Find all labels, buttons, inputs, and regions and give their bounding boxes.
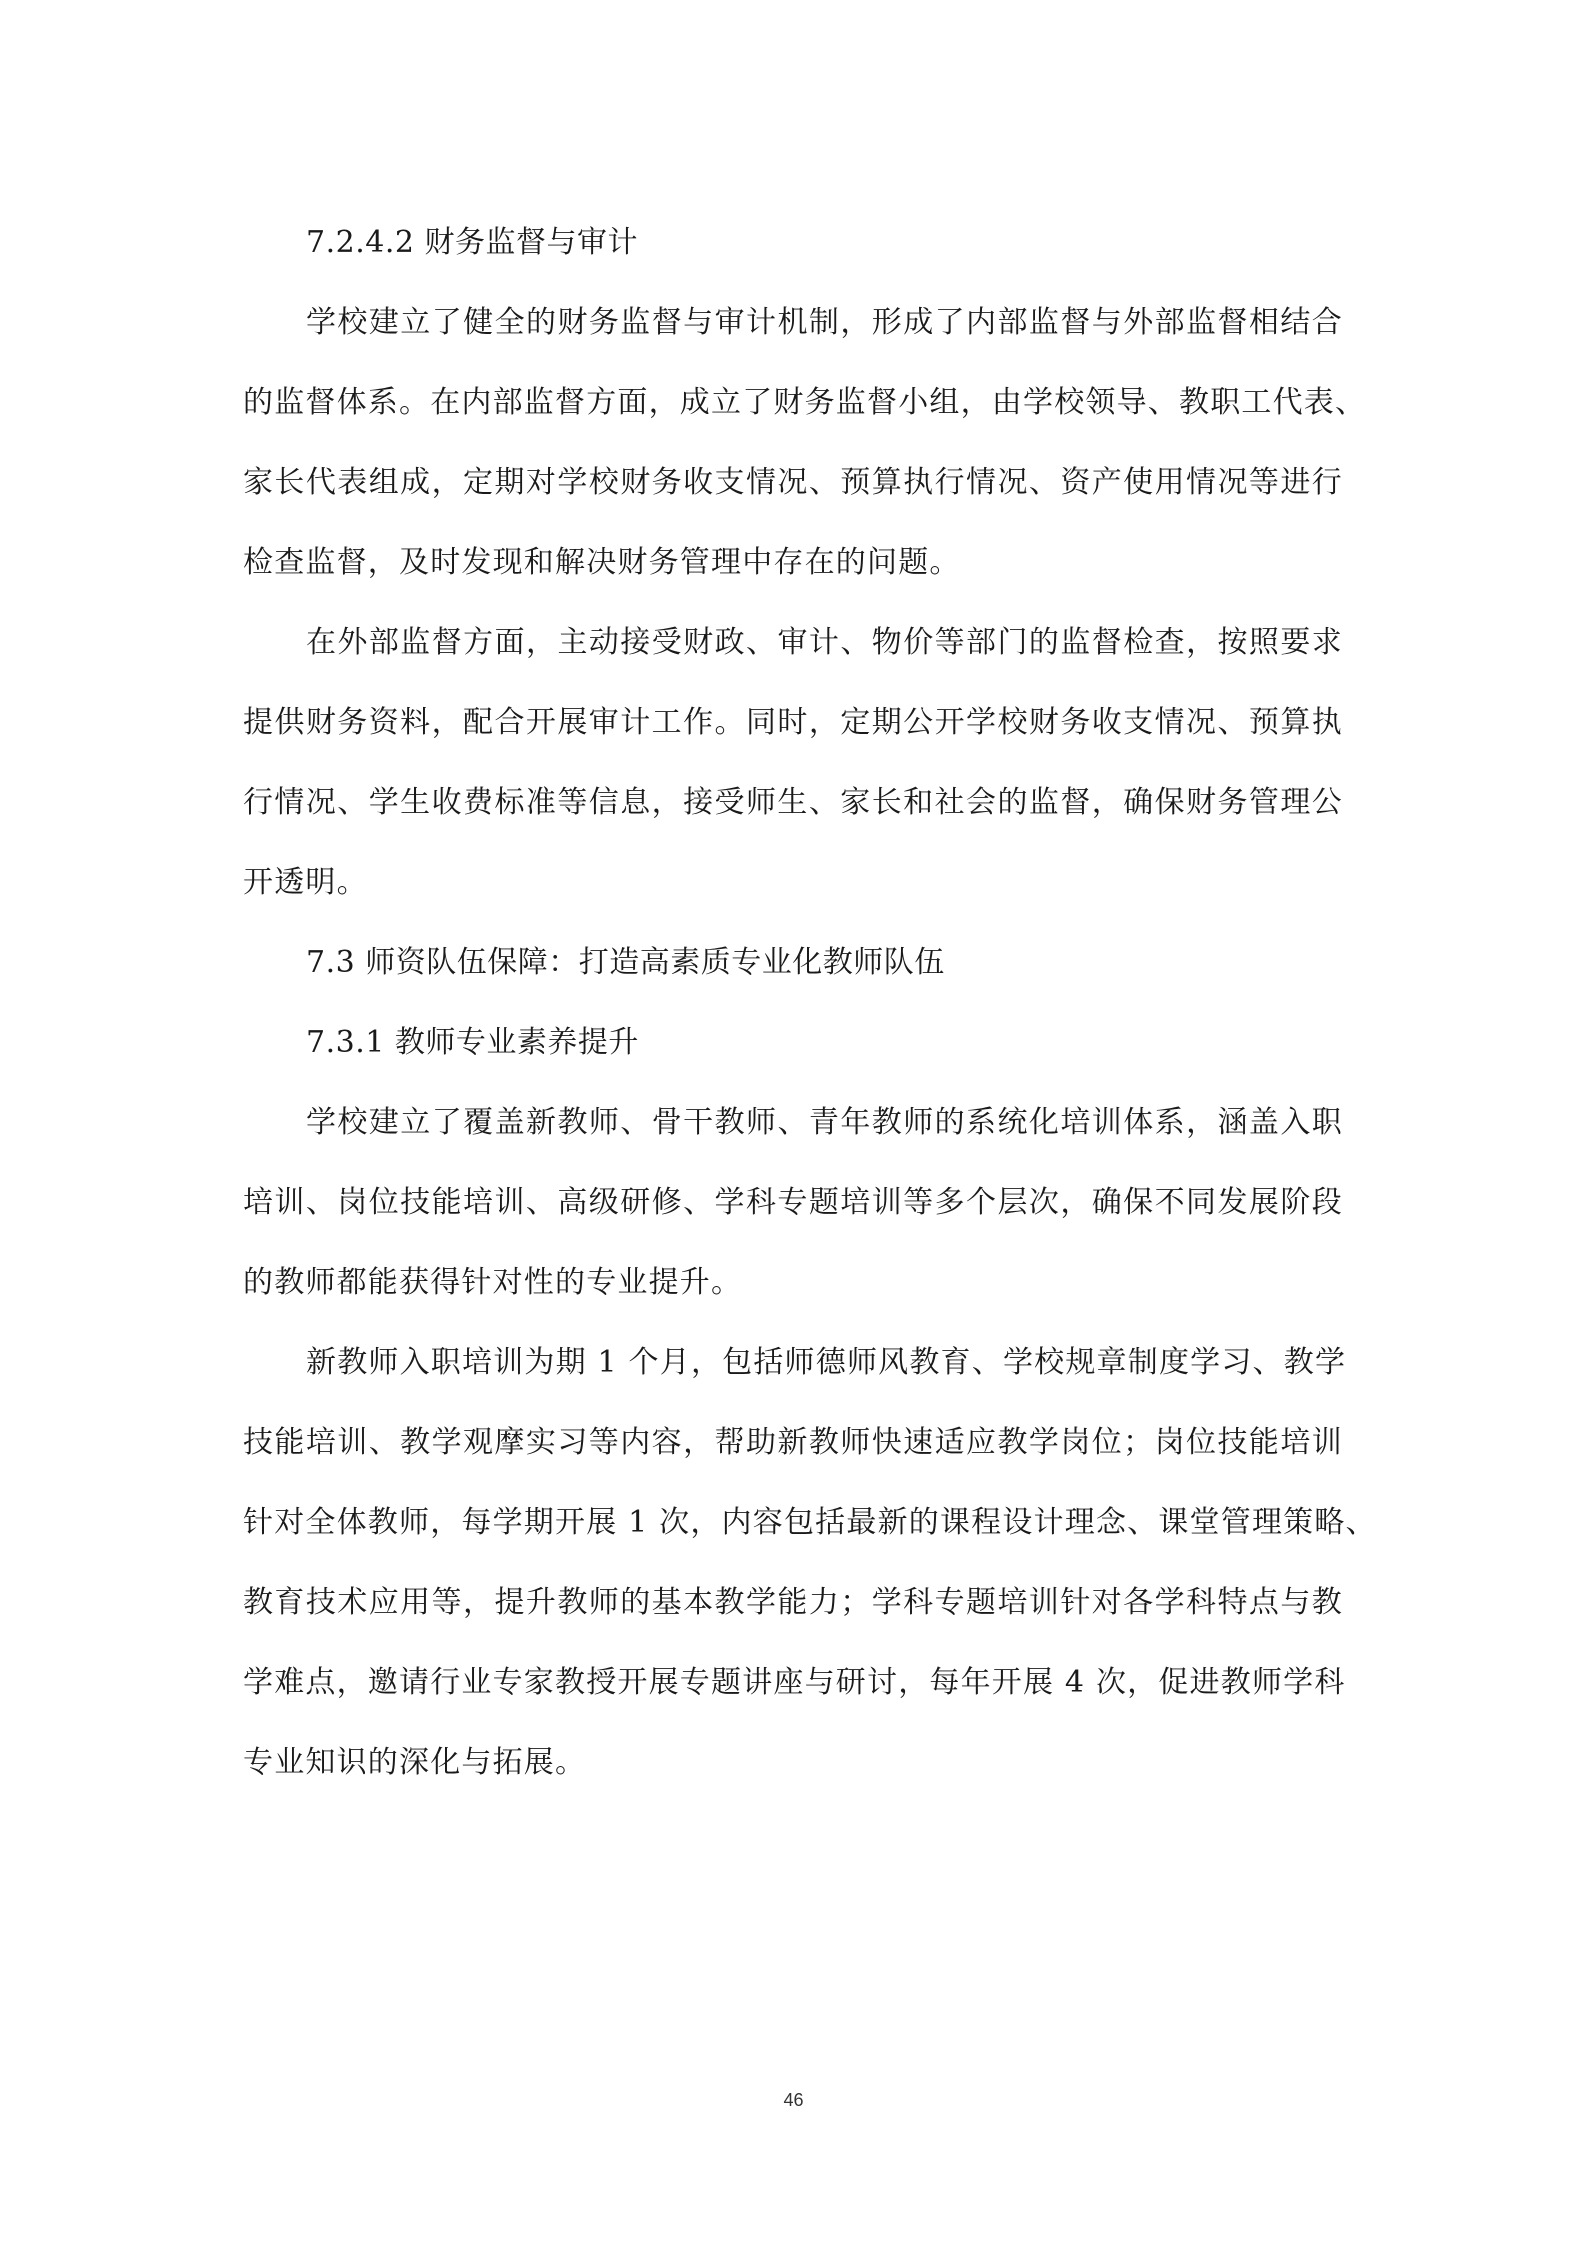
paragraph-line: 家长代表组成，定期对学校财务收支情况、预算执行情况、资产使用情况等进行 bbox=[243, 465, 1343, 500]
paragraph-line: 开透明。 bbox=[243, 865, 368, 900]
paragraph-line: 培训、岗位技能培训、高级研修、学科专题培训等多个层次，确保不同发展阶段 bbox=[243, 1185, 1343, 1220]
section-heading: 7.3 师资队伍保障：打造高素质专业化教师队伍 bbox=[306, 945, 945, 980]
paragraph-line: 检查监督，及时发现和解决财务管理中存在的问题。 bbox=[243, 545, 961, 580]
paragraph-line: 在外部监督方面，主动接受财政、审计、物价等部门的监督检查，按照要求 bbox=[306, 625, 1343, 660]
paragraph-line: 学校建立了健全的财务监督与审计机制，形成了内部监督与外部监督相结合 bbox=[306, 305, 1343, 340]
paragraph bbox=[243, 1083, 1343, 1323]
paragraph-line: 新教师入职培训为期 1 个月，包括师德师风教育、学校规章制度学习、教学 bbox=[306, 1345, 1347, 1380]
paragraph bbox=[243, 283, 1367, 603]
paragraph-line: 教育技术应用等，提升教师的基本教学能力；学科专题培训针对各学科特点与教 bbox=[243, 1585, 1343, 1620]
page-number: 46 bbox=[783, 2090, 804, 2110]
paragraph-line: 的监督体系。在内部监督方面，成立了财务监督小组，由学校领导、教职工代表、 bbox=[243, 385, 1367, 420]
document-body bbox=[243, 203, 1377, 1803]
paragraph-line: 专业知识的深化与拓展。 bbox=[243, 1745, 587, 1780]
section-heading: 7.2.4.2 财务监督与审计 bbox=[306, 225, 638, 260]
paragraph-line: 提供财务资料，配合开展审计工作。同时，定期公开学校财务收支情况、预算执 bbox=[243, 705, 1343, 740]
paragraph-line: 针对全体教师，每学期开展 1 次，内容包括最新的课程设计理念、课堂管理策略、 bbox=[243, 1505, 1377, 1540]
subsection-heading: 7.3.1 教师专业素养提升 bbox=[306, 1025, 639, 1060]
paragraph-line: 行情况、学生收费标准等信息，接受师生、家长和社会的监督，确保财务管理公 bbox=[243, 785, 1343, 820]
paragraph bbox=[243, 603, 1343, 923]
paragraph-line: 学难点，邀请行业专家教授开展专题讲座与研讨，每年开展 4 次，促进教师学科 bbox=[243, 1665, 1346, 1700]
paragraph-line: 的教师都能获得针对性的专业提升。 bbox=[243, 1265, 743, 1300]
paragraph-line: 技能培训、教学观摩实习等内容，帮助新教师快速适应教学岗位；岗位技能培训 bbox=[243, 1425, 1343, 1460]
paragraph bbox=[243, 1323, 1377, 1803]
paragraph-line: 学校建立了覆盖新教师、骨干教师、青年教师的系统化培训体系，涵盖入职 bbox=[306, 1105, 1343, 1140]
